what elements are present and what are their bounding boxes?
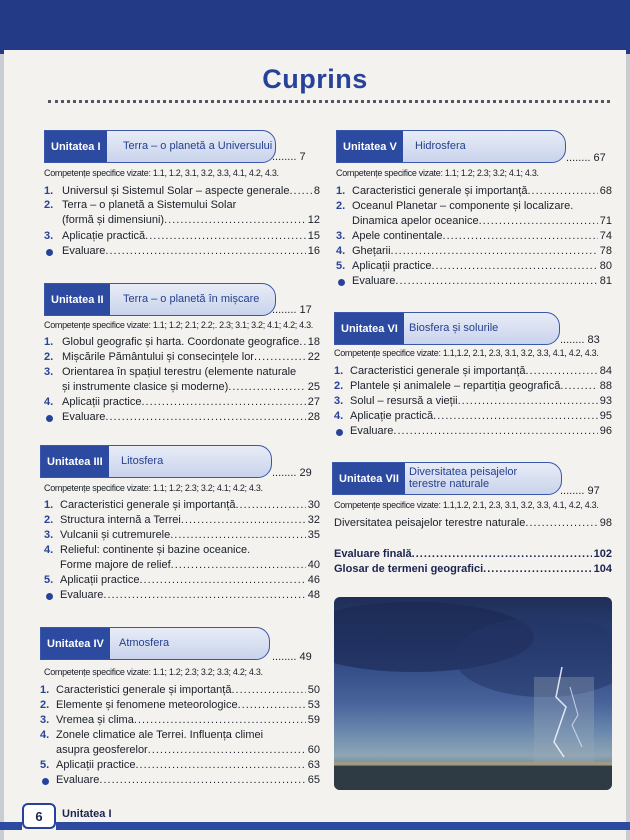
toc-entry[interactable]: (formă și dimensiuni) ..... 12 — [62, 214, 320, 226]
entry-number: 3. — [334, 395, 344, 407]
entry-number: 5. — [44, 574, 54, 586]
toc-entry[interactable]: Evaluare ..... 28 — [62, 411, 320, 423]
toc-entry[interactable]: Ghețarii ..... 78 — [352, 245, 612, 257]
toc-entry[interactable]: Elemente și fenomene meteorologice ..... 53 — [56, 699, 320, 711]
page-number: 6 — [22, 803, 56, 829]
competencies: Competențe specifice vizate: 1.1, 1.2, 3.1, 3.2, 3.3, 4.1, 4.2, 4.3. — [44, 168, 279, 178]
toc-entry[interactable]: Universul și Sistemul Solar – aspecte generale ..... 8 — [62, 185, 320, 197]
competencies: Competențe specifice vizate: 1.1,1.2, 2.1, 2.3, 3.1, 3.2, 3.3, 4.1, 4.2, 4.3. — [334, 348, 599, 358]
unit-tag: Unitatea I — [45, 131, 107, 162]
entry-number: 1. — [336, 185, 346, 197]
unit-header — [334, 312, 560, 345]
toc-entry[interactable]: Globul geografic și harta. Coordonate geografice ..... 18 — [62, 336, 320, 348]
storm-illustration — [334, 597, 612, 790]
entry-number: 4. — [40, 729, 50, 741]
toc-entry[interactable]: Diversitatea peisajelor terestre naturale ..... 98 — [334, 517, 612, 529]
title-divider — [48, 100, 610, 103]
entry-number: 2. — [44, 351, 54, 363]
unit-name-line: Diversitatea peisajelor — [409, 466, 518, 478]
unit-tag: Unitatea IV — [41, 628, 110, 659]
unit-page: ........ 97 — [560, 485, 600, 497]
toc-entry[interactable]: Vremea și clima ..... 59 — [56, 714, 320, 726]
entry-number: 3. — [44, 230, 54, 242]
unit-tag: Unitatea VII — [333, 463, 405, 494]
unit-name: terestre naturale — [409, 478, 490, 490]
unit-name: Hidrosfera — [415, 140, 466, 152]
unit-tag: Unitatea II — [45, 284, 110, 315]
unit-page: ........ 49 — [272, 651, 312, 663]
page-title: Cuprins — [262, 64, 368, 94]
toc-entry[interactable]: Caracteristici generale și importanță ..... 84 — [350, 365, 612, 377]
toc-entry[interactable]: Apele continentale ..... 74 — [352, 230, 612, 242]
entry-number: 3. — [44, 529, 54, 541]
toc-entry[interactable]: Aplicație practică ..... 15 — [62, 230, 320, 242]
bullet-icon — [42, 778, 49, 785]
toc-entry[interactable]: și instrumente clasice și moderne) ..... 25 — [62, 381, 320, 393]
unit-page: ........ 7 — [272, 151, 306, 163]
toc-entry[interactable]: Dinamica apelor oceanice ..... 71 — [352, 215, 612, 227]
entry-number: 5. — [40, 759, 50, 771]
competencies: Competențe specifice vizate: 1.1; 1.2; 2.1; 2.2;. 2.3; 3.1; 3.2; 4.1; 4.2; 4.3. — [44, 320, 313, 330]
toc-entry[interactable]: Evaluare ..... 16 — [62, 245, 320, 257]
entry-number: 2. — [334, 380, 344, 392]
unit-page: ........ 83 — [560, 334, 600, 346]
toc-entry[interactable]: Evaluare ..... 96 — [350, 425, 612, 437]
toc-entry[interactable]: Plantele și animalele – repartiția geografică ..... 88 — [350, 380, 612, 392]
toc-entry[interactable]: Solul – resursă a vieții ..... 93 — [350, 395, 612, 407]
toc-entry[interactable]: Caracteristici generale și importanță ..... 30 — [60, 499, 320, 511]
entry-number: 3. — [40, 714, 50, 726]
toc-entry[interactable]: asupra geosferelor ..... 60 — [56, 744, 320, 756]
entry-number: 1. — [44, 185, 54, 197]
toc-final-evaluation[interactable]: Evaluare finală ..... 102 — [334, 548, 612, 560]
toc-entry[interactable]: Structura internă a Terrei ..... 32 — [60, 514, 320, 526]
entry-number: 2. — [44, 199, 54, 211]
toc-entry[interactable]: Aplicații practice ..... 63 — [56, 759, 320, 771]
bullet-icon — [46, 415, 53, 422]
competencies: Competențe specifice vizate: 1.1; 1.2; 2.3; 3.2; 4.1; 4.2; 4.3. — [44, 483, 263, 493]
unit-tag: Unitatea V — [337, 131, 403, 162]
entry-number: 1. — [44, 499, 54, 511]
unit-header — [40, 627, 270, 660]
competencies: Competențe specifice vizate: 1.1; 1.2; 2.3; 3.2; 4.1; 4.3. — [336, 168, 539, 178]
unit-header — [336, 130, 566, 163]
entry-number: 4. — [336, 245, 346, 257]
unit-name: Atmosfera — [119, 637, 170, 649]
toc-entry[interactable]: Evaluare ..... 65 — [56, 774, 320, 786]
toc-glossary[interactable]: Glosar de termeni geografici ..... 104 — [334, 563, 612, 575]
bullet-icon — [338, 279, 345, 286]
entry-number: 4. — [44, 396, 54, 408]
toc-entry-line[interactable]: Terra – o planetă a Sistemului Solar — [62, 199, 237, 211]
entry-number: 3. — [44, 366, 54, 378]
toc-entry[interactable]: Aplicații practice ..... 27 — [62, 396, 320, 408]
unit-name: Terra – o planetă în mișcare — [123, 293, 260, 305]
toc-entry[interactable]: Aplicații practice ..... 80 — [352, 260, 612, 272]
footer-bar-left — [0, 822, 22, 830]
competencies: Competențe specifice vizate: 1.1,1.2, 2.1, 2.3, 3.1, 3.2, 3.3, 4.1, 4.2, 4.3. — [334, 500, 599, 510]
entry-number: 4. — [334, 410, 344, 422]
toc-entry[interactable]: Mișcările Pământului și consecințele lor ..... 22 — [62, 351, 320, 363]
unit-header — [44, 130, 276, 163]
bullet-icon — [46, 249, 53, 256]
toc-entry[interactable]: Aplicații practice ..... 46 — [60, 574, 320, 586]
footer-bar — [56, 822, 630, 830]
toc-entry[interactable]: Evaluare ..... 48 — [60, 589, 320, 601]
bullet-icon — [336, 429, 343, 436]
entry-number: 1. — [334, 365, 344, 377]
storm-photo — [334, 597, 612, 790]
unit-name: Biosfera și solurile — [409, 322, 499, 334]
unit-tag: Unitatea VI — [335, 313, 404, 344]
unit-name: Litosfera — [121, 455, 164, 467]
bullet-icon — [46, 593, 53, 600]
entry-number: 3. — [336, 230, 346, 242]
toc-entry[interactable]: Caracteristici generale și importanță ..... 50 — [56, 684, 320, 696]
toc-entry[interactable]: Evaluare ..... 81 — [352, 275, 612, 287]
toc-entry-line[interactable]: Oceanul Planetar – componente și localizare. — [352, 200, 574, 212]
toc-entry[interactable]: Caracteristici generale și importanță ..... 68 — [352, 185, 612, 197]
unit-page: ........ 67 — [566, 152, 606, 164]
unit-header — [332, 462, 562, 495]
unit-header — [44, 283, 276, 316]
book-cover-band — [0, 0, 630, 54]
entry-number: 2. — [44, 514, 54, 526]
entry-number: 2. — [336, 200, 346, 212]
entry-number: 1. — [44, 336, 54, 348]
unit-name: Terra – o planetă a Universului — [123, 140, 273, 152]
toc-entry[interactable]: Forme majore de relief ..... 40 — [60, 559, 320, 571]
entry-number: 4. — [44, 544, 54, 556]
competencies: Competențe specifice vizate: 1.1; 1.2; 2.3; 3.2; 3.3; 4.2; 4.3. — [44, 667, 263, 677]
entry-number: 2. — [40, 699, 50, 711]
toc-entry[interactable]: Aplicație practică ..... 95 — [350, 410, 612, 422]
entry-number: 1. — [40, 684, 50, 696]
footer-label: Unitatea I — [62, 808, 112, 820]
toc-entry[interactable]: Vulcanii și cutremurele ..... 35 — [60, 529, 320, 541]
toc-entry-line[interactable]: Relieful: continente și bazine oceanice. — [60, 544, 251, 556]
toc-entry-line[interactable]: Zonele climatice ale Terrei. Influența climei — [56, 729, 264, 741]
unit-tag: Unitatea III — [41, 446, 109, 477]
unit-page: ........ 29 — [272, 467, 312, 479]
toc-entry-line[interactable]: Orientarea în spațiul terestru (elemente naturale — [62, 366, 297, 378]
entry-number: 5. — [336, 260, 346, 272]
unit-page: ........ 17 — [272, 304, 312, 316]
unit-header — [40, 445, 272, 478]
